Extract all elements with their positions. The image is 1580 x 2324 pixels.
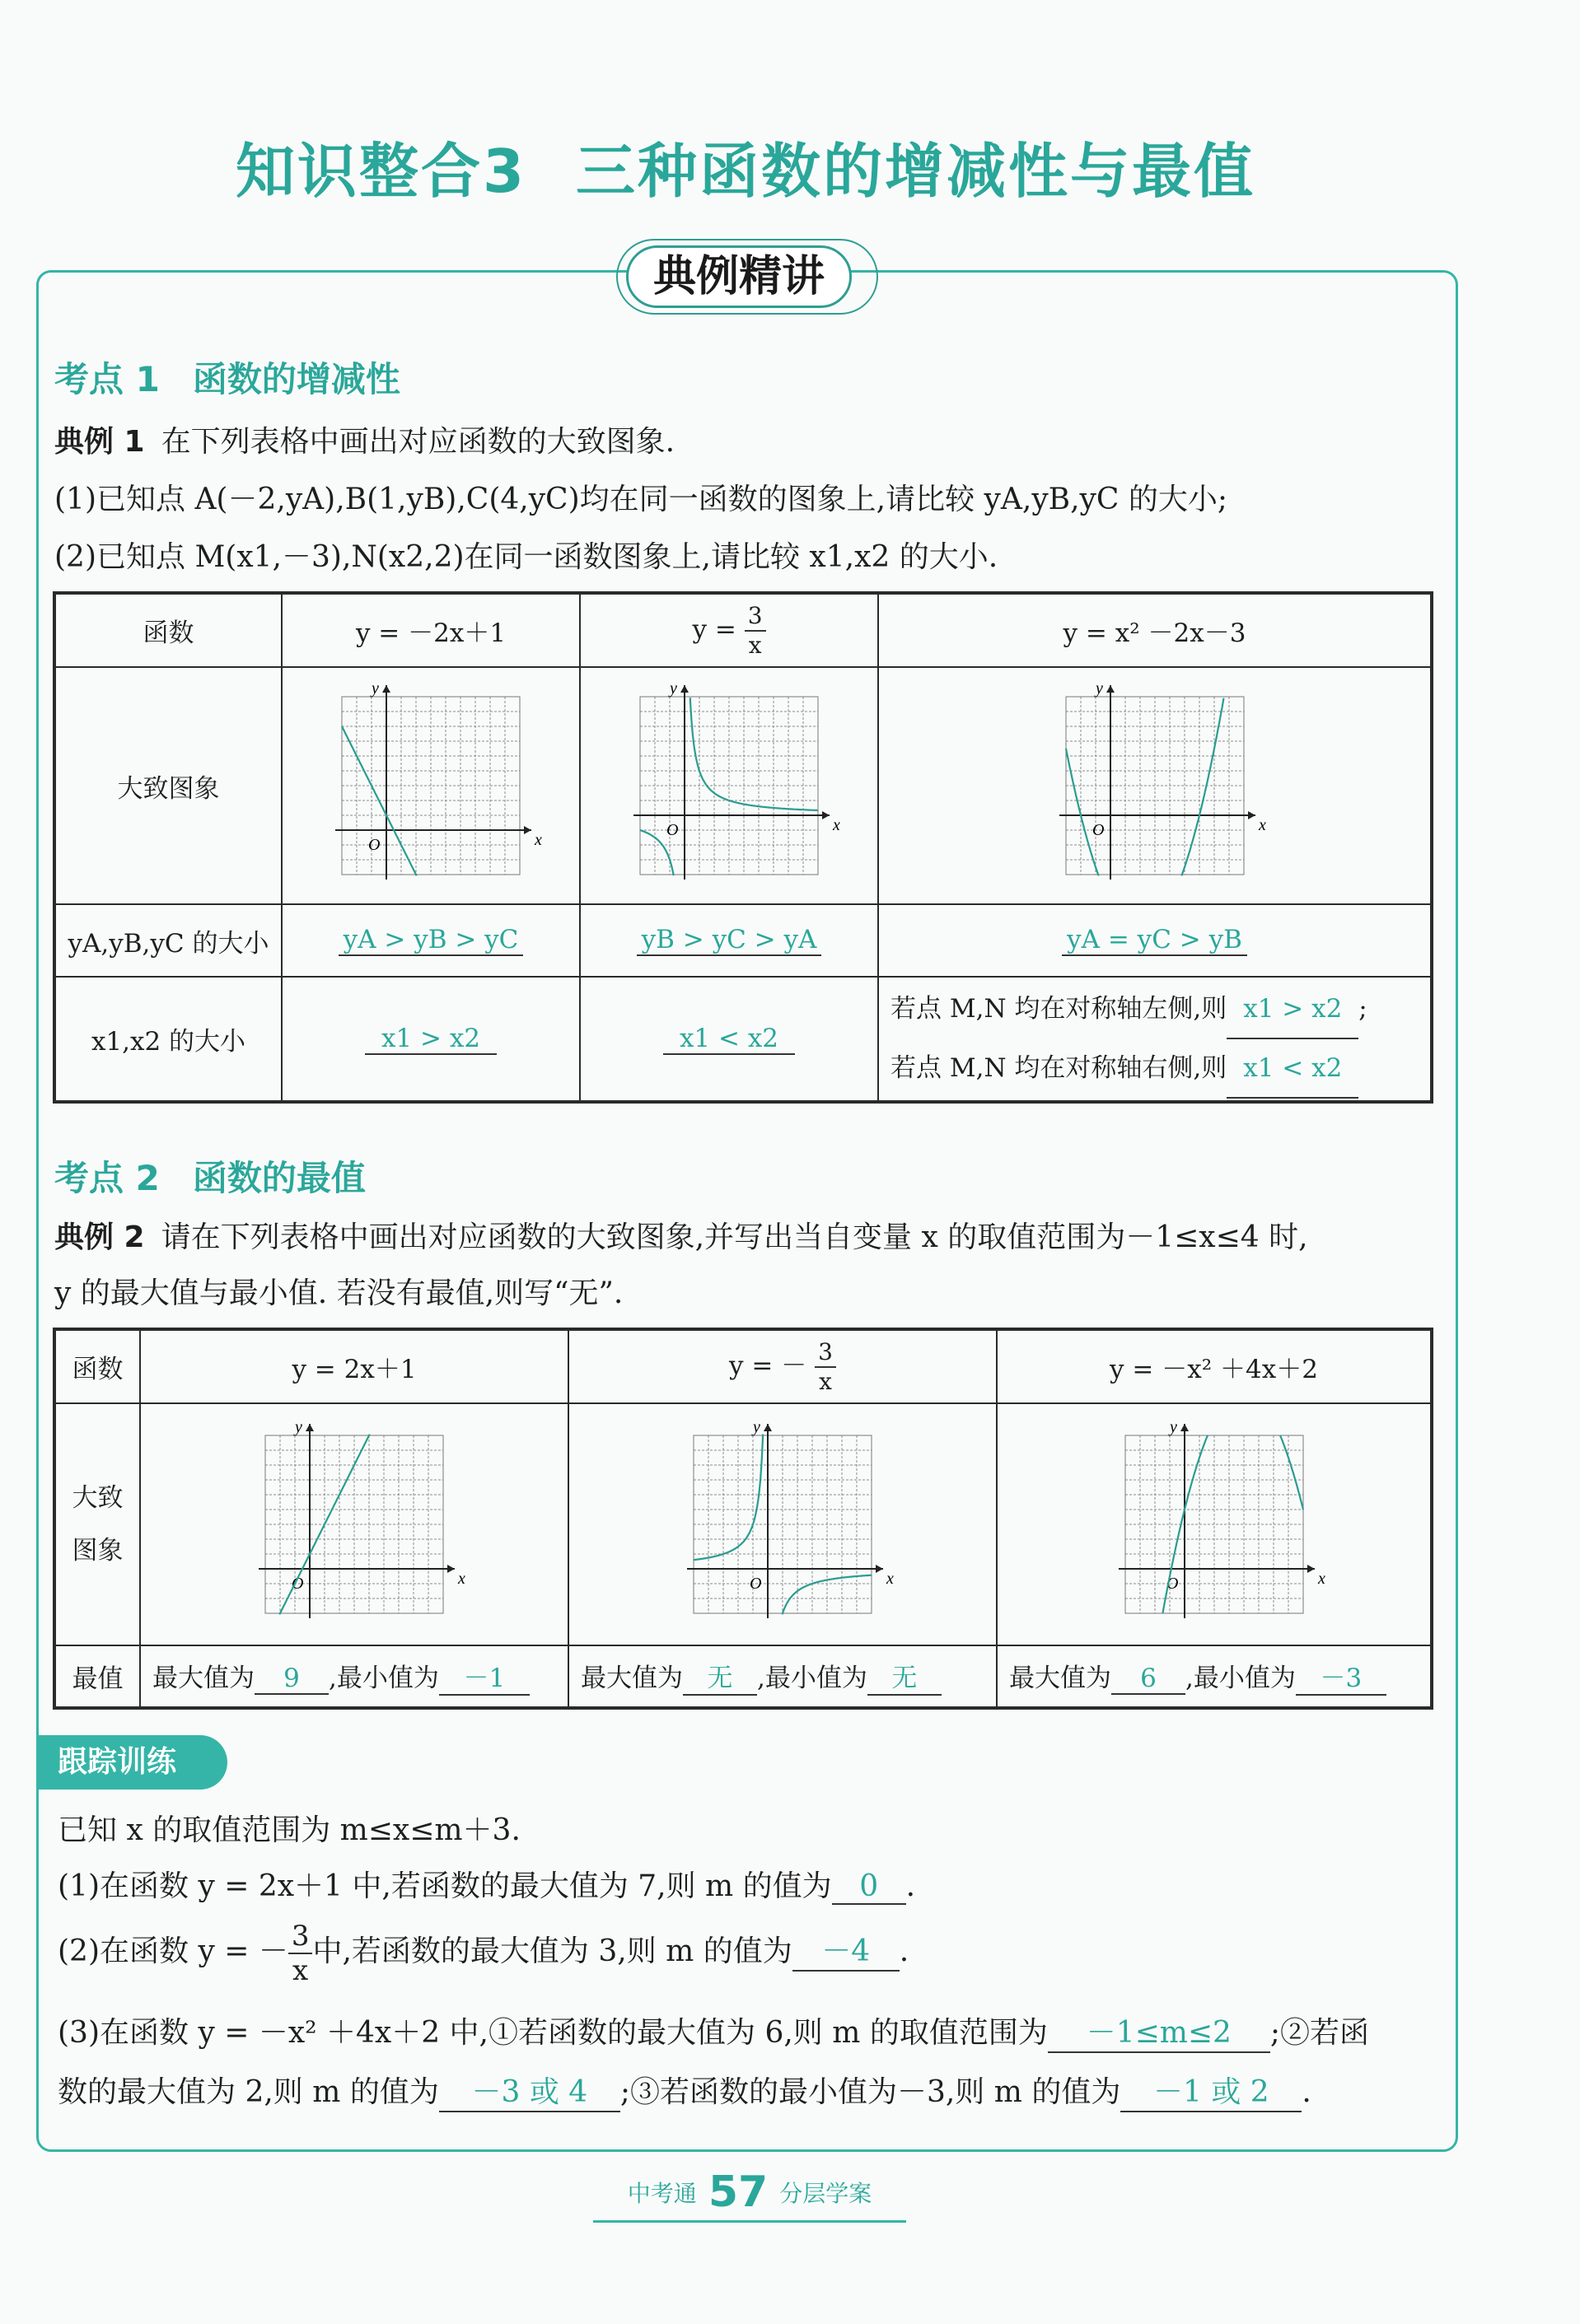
table-2-func-3: y = －x² ＋4x＋2 bbox=[997, 1329, 1432, 1403]
svg-text:x: x bbox=[833, 816, 840, 834]
svg-text:x: x bbox=[458, 1570, 465, 1588]
svg-text:x: x bbox=[535, 831, 542, 849]
training-q2: (2)在函数 y = － $\frac{3}{x}$ 中,若函数的最大值为 3,则 m 的值为 －4 . bbox=[58, 1920, 909, 1987]
training-q2-fraction bbox=[288, 1922, 313, 1985]
table-2-head-func: 函数 bbox=[54, 1329, 140, 1403]
max-label: 最大值为 bbox=[581, 1664, 683, 1693]
table-1-x-ans-2-cell bbox=[580, 977, 878, 1102]
training-q1-answer: 0 bbox=[832, 1869, 906, 1905]
table-2-func-2 bbox=[568, 1329, 997, 1403]
graph-parabola-up bbox=[1035, 679, 1274, 893]
answer-x-3-right-line bbox=[891, 1039, 1430, 1099]
svg-text:y: y bbox=[670, 679, 677, 698]
table-2-extreme-2-cell bbox=[568, 1645, 997, 1708]
table-2-func-2-fraction bbox=[815, 1337, 836, 1395]
table-1-row-y-label: yA,yB,yC 的大小 bbox=[54, 904, 282, 977]
kaodian-1-heading bbox=[54, 352, 400, 402]
table-2-header-row bbox=[54, 1329, 1432, 1403]
table-1-row-graph-label: 大致图象 bbox=[54, 667, 282, 904]
table-1-func-2-fraction bbox=[745, 601, 766, 659]
table-1-y-ans-1-cell bbox=[282, 904, 580, 977]
answer-x-3-left-line: 若点 M,N 均在对称轴左侧,则 x1 > x2 ; bbox=[891, 980, 1430, 1039]
graph-linear-increasing bbox=[247, 1417, 465, 1631]
table-2-func-1: y = 2x＋1 bbox=[140, 1329, 568, 1403]
training-q3-text-a: (3)在函数 y = －x² ＋4x＋2 中,①若函数的最大值为 6,则 m 的取值范围为 bbox=[58, 2016, 1048, 2050]
table-1-x-ans-1-cell bbox=[282, 977, 580, 1102]
table-2-row-extreme-label: 最值 bbox=[54, 1645, 140, 1708]
training-q2-text: (2)在函数 y = － bbox=[58, 1934, 288, 1968]
max-label: 最大值为 bbox=[152, 1664, 255, 1693]
svg-text:x: x bbox=[1258, 816, 1266, 834]
min-label: ,最小值为 bbox=[757, 1664, 867, 1693]
title-part2: 三种函数的增减性与最值 bbox=[576, 137, 1256, 206]
answer-min-2: 无 bbox=[867, 1657, 942, 1696]
training-q3-answer-d: －1 或 2 bbox=[1120, 2069, 1302, 2112]
example-1-text: 在下列表格中画出对应函数的大致图象. bbox=[161, 425, 675, 459]
svg-text:y: y bbox=[1169, 1418, 1177, 1436]
svg-text:y: y bbox=[1095, 679, 1103, 698]
table-1 bbox=[53, 591, 1433, 1104]
table-2-graph-1-cell bbox=[140, 1403, 568, 1645]
table-1-y-ans-3-cell bbox=[878, 904, 1432, 977]
example-2-line-2: y 的最大值与最小值. 若没有最值,则写“无”. bbox=[54, 1276, 624, 1310]
fraction-numerator: 3 bbox=[815, 1341, 836, 1368]
table-1-graph-1-cell bbox=[282, 667, 580, 904]
table-1-func-2 bbox=[580, 593, 878, 667]
training-q2-answer: －4 bbox=[792, 1928, 900, 1972]
table-1-x-row bbox=[54, 977, 1432, 1102]
table-2-graph-row bbox=[54, 1403, 1432, 1645]
table-1-graph-3-cell bbox=[878, 667, 1432, 904]
training-q3-line-2: 数的最大值为 2,则 m 的值为 －3 或 4 ;③若函数的最小值为－3,则 m 的值为 －1 或 2 . bbox=[58, 2069, 1311, 2112]
svg-text:O: O bbox=[292, 1575, 304, 1593]
table-2-row-graph-label-2: 图象 bbox=[72, 1536, 124, 1566]
table-1-func-3: y = x² －2x－3 bbox=[878, 593, 1432, 667]
kaodian-1-title: 函数的增减性 bbox=[192, 359, 400, 399]
training-q3-line-1 bbox=[58, 2009, 1369, 2053]
training-q1: (1)在函数 y = 2x＋1 中,若函数的最大值为 7,则 m 的值为 0 . bbox=[58, 1869, 916, 1903]
svg-text:O: O bbox=[1092, 821, 1104, 839]
max-label: 最大值为 bbox=[1009, 1664, 1111, 1693]
footer-left: 中考通 bbox=[627, 2180, 697, 2207]
page-title bbox=[0, 124, 1491, 209]
answer-min-3: －3 bbox=[1296, 1657, 1386, 1696]
answer-y-2: yB > yC > yA bbox=[637, 925, 822, 956]
svg-text:x: x bbox=[1317, 1570, 1325, 1588]
example-2-text-1: 请在下列表格中画出对应函数的大致图象,并写出当自变量 x 的取值范围为－1≤x≤4 时, bbox=[161, 1220, 1308, 1254]
svg-text:y: y bbox=[753, 1418, 760, 1436]
fraction-denominator: x bbox=[292, 1954, 309, 1987]
kaodian-1-label: 考点 1 bbox=[54, 359, 160, 399]
table-1-func-1: y = －2x＋1 bbox=[282, 593, 580, 667]
answer-x-3-right: x1 < x2 bbox=[1227, 1039, 1358, 1099]
page-footer bbox=[593, 2168, 906, 2223]
footer-right: 分层学案 bbox=[779, 2180, 872, 2207]
example-1-intro bbox=[54, 418, 675, 460]
table-2-extreme-3-cell bbox=[997, 1645, 1432, 1708]
table-1-row-x-label: x1,x2 的大小 bbox=[54, 977, 282, 1102]
answer-x-2: x1 < x2 bbox=[663, 1024, 795, 1055]
training-q3-text-d: ;③若函数的最小值为－3,则 m 的值为 bbox=[619, 2075, 1121, 2109]
answer-x-3-right-text: 若点 M,N 均在对称轴右侧,则 bbox=[891, 1052, 1227, 1083]
training-q3-text-b: ;②若函 bbox=[1269, 2016, 1369, 2050]
section-badge: 典例精讲 bbox=[626, 245, 852, 308]
answer-min-1: －1 bbox=[439, 1657, 530, 1696]
training-q2-text-2: 中,若函数的最大值为 3,则 m 的值为 bbox=[312, 1934, 792, 1968]
table-1-head-func: 函数 bbox=[54, 593, 282, 667]
table-1-x-ans-3-cell bbox=[878, 977, 1432, 1102]
kaodian-2-label: 考点 2 bbox=[54, 1158, 160, 1198]
table-1-y-row bbox=[54, 904, 1432, 977]
table-1-graph-2-cell bbox=[580, 667, 878, 904]
table-1-graph-row bbox=[54, 667, 1432, 904]
table-2-extreme-1-cell bbox=[140, 1645, 568, 1708]
page-number: 57 bbox=[708, 2168, 769, 2217]
answer-max-2: 无 bbox=[683, 1657, 757, 1696]
fraction-numerator: 3 bbox=[745, 604, 766, 632]
table-2-func-2-lhs: y = － bbox=[729, 1351, 807, 1380]
table-2-graph-2-cell bbox=[568, 1403, 997, 1645]
training-q3-answer-a: －1≤m≤2 bbox=[1048, 2009, 1270, 2053]
svg-text:y: y bbox=[372, 679, 379, 698]
graph-inverse-negative bbox=[667, 1417, 898, 1631]
graph-parabola-down bbox=[1103, 1417, 1325, 1631]
svg-text:y: y bbox=[295, 1418, 302, 1436]
answer-max-1: 9 bbox=[255, 1664, 329, 1695]
answer-x-3-left: x1 > x2 bbox=[1227, 980, 1358, 1039]
svg-text:O: O bbox=[666, 821, 679, 839]
table-1-y-ans-2-cell bbox=[580, 904, 878, 977]
training-intro: 已知 x 的取值范围为 m≤x≤m＋3. bbox=[58, 1813, 521, 1847]
kaodian-2-heading bbox=[54, 1151, 366, 1201]
svg-text:O: O bbox=[1166, 1575, 1178, 1593]
table-2-row-graph-label-1: 大致 bbox=[72, 1483, 124, 1513]
min-label: ,最小值为 bbox=[1185, 1664, 1296, 1693]
min-label: ,最小值为 bbox=[329, 1664, 439, 1693]
training-q3-answer-c: －3 或 4 bbox=[439, 2069, 620, 2112]
fraction-numerator: 3 bbox=[288, 1922, 313, 1954]
example-1-label: 典例 1 bbox=[54, 425, 145, 459]
kaodian-2-title: 函数的最值 bbox=[192, 1158, 366, 1198]
fraction-denominator: x bbox=[748, 631, 762, 659]
graph-linear-decreasing bbox=[324, 679, 542, 893]
answer-y-1: yA > yB > yC bbox=[339, 925, 524, 956]
fraction-denominator: x bbox=[819, 1367, 832, 1395]
table-2-extreme-row bbox=[54, 1645, 1432, 1708]
title-part1: 知识整合3 bbox=[235, 137, 527, 206]
answer-max-3: 6 bbox=[1111, 1664, 1185, 1695]
svg-text:x: x bbox=[886, 1570, 894, 1588]
table-1-func-2-lhs: y = bbox=[692, 614, 736, 644]
table-2-row-graph-label bbox=[54, 1403, 140, 1645]
training-tag: 跟踪训练 bbox=[36, 1735, 227, 1790]
example-1-q1: (1)已知点 A(－2,yA),B(1,yB),C(4,yC)均在同一函数的图象上,请比较 yA,yB,yC 的大小; bbox=[54, 483, 1228, 516]
example-2-line-1 bbox=[54, 1214, 1308, 1256]
answer-y-3: yA = yC > yB bbox=[1062, 925, 1247, 956]
graph-inverse-positive bbox=[614, 679, 844, 893]
answer-x-1: x1 > x2 bbox=[365, 1024, 497, 1055]
training-q1-text: (1)在函数 y = 2x＋1 中,若函数的最大值为 7,则 m 的值为 bbox=[58, 1869, 832, 1903]
training-q3-text-c: 数的最大值为 2,则 m 的值为 bbox=[58, 2075, 439, 2109]
table-2-graph-3-cell bbox=[997, 1403, 1432, 1645]
table-2 bbox=[53, 1328, 1433, 1710]
svg-text:O: O bbox=[368, 836, 381, 854]
table-1-header-row bbox=[54, 593, 1432, 667]
example-1-q2: (2)已知点 M(x1,－3),N(x2,2)在同一函数图象上,请比较 x1,x2 的大小. bbox=[54, 540, 998, 574]
example-2-label: 典例 2 bbox=[54, 1220, 145, 1254]
svg-text:O: O bbox=[750, 1575, 762, 1593]
answer-x-3-left-text: 若点 M,N 均在对称轴左侧,则 bbox=[891, 993, 1227, 1024]
